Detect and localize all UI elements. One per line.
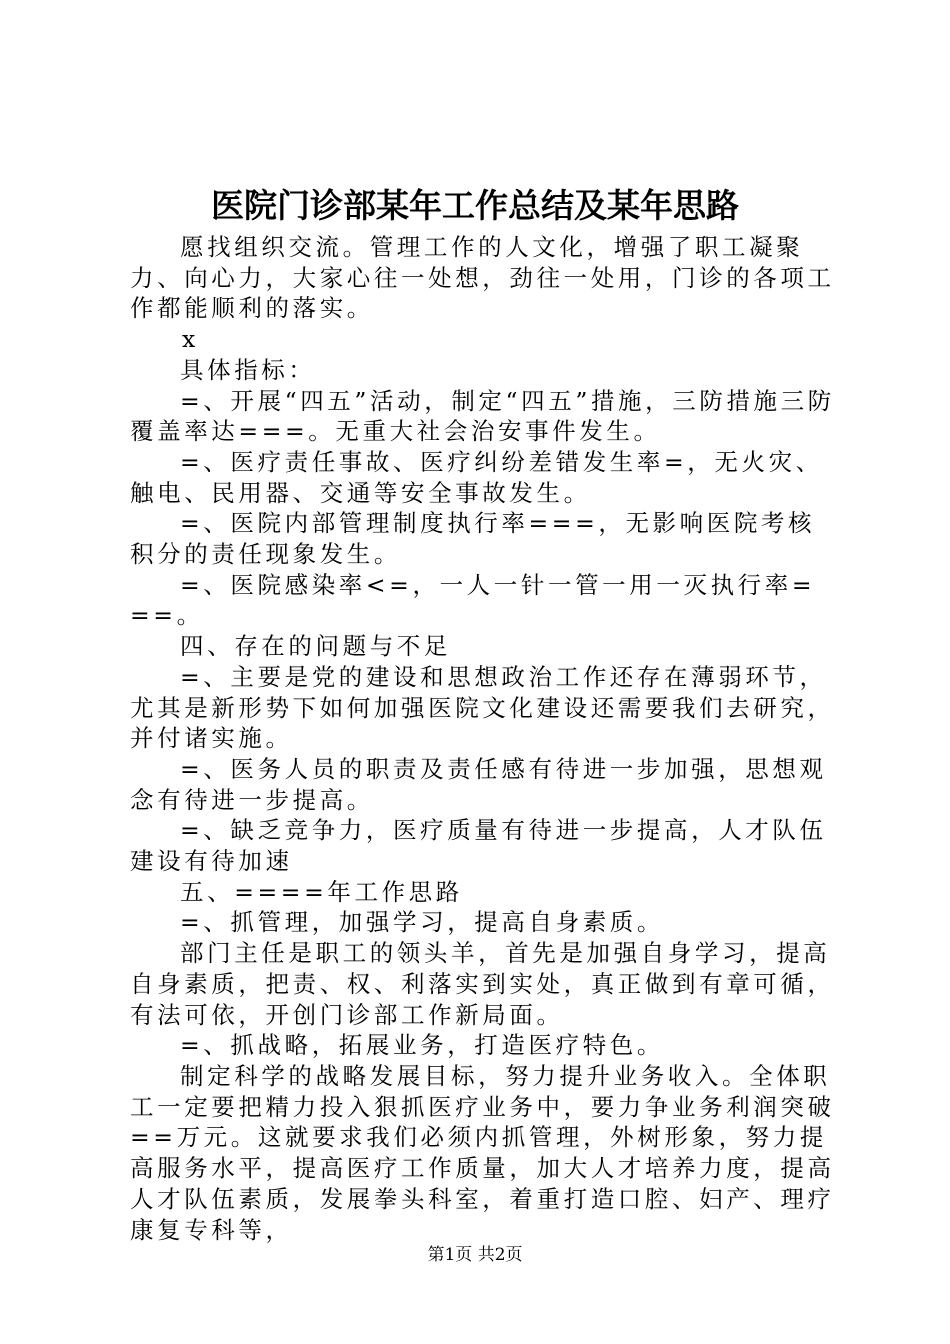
- section-heading: 四、存在的问题与不足: [180, 632, 451, 661]
- paragraph: 愿找组织交流。管理工作的人文化，增强了职工凝聚力、向心力，大家心往一处想，劲往一处用，门诊的各项工作都能顺利的落实。: [130, 233, 835, 323]
- paragraph: 部门主任是职工的领头羊，首先是加强自身学习，提高自身素质，把责、权、利落实到实处，真正做到有章可循，有法可依，开创门诊部工作新局面。: [130, 939, 835, 1029]
- paragraph: =、医院感染率<=，一人一针一管一用一灭执行率===。: [130, 570, 816, 630]
- paragraph: =、开展“四五”活动，制定“四五”措施，三防措施三防覆盖率达===。无重大社会治安事件发生。: [130, 386, 835, 446]
- paragraph: =、抓管理，加强学习，提高自身素质。: [180, 908, 664, 937]
- paragraph: 具体指标：: [180, 355, 316, 384]
- paragraph: =、医院内部管理制度执行率===，无影响医院考核积分的责任现象发生。: [130, 509, 816, 569]
- paragraph: =、缺乏竞争力，医疗质量有待进一步提高，人才队伍建设有待加速: [130, 816, 827, 876]
- section-heading: 五、====年工作思路: [180, 877, 463, 906]
- paragraph: =、医疗责任事故、医疗纠纷差错发生率=，无火灾、触电、民用器、交通等安全事故发生。: [130, 447, 823, 507]
- paragraph: =、抓战略，拓展业务，打造医疗特色。: [180, 1031, 664, 1060]
- paragraph: 制定科学的战略发展目标，努力提升业务收入。全体职工一定要把精力投入狠抓医疗业务中，要力争业务利润突破==万元。这就要求我们必须内抓管理，外树形象，努力提高服务水平，提高医疗工作质量，加大人才培养力度，提高人才队伍素质，发展拳头科室，着重打造口腔、妇产、理疗康复专科等，: [130, 1061, 835, 1244]
- paragraph: =、医务人员的职责及责任感有待进一步加强，思想观念有待进一步提高。: [130, 754, 827, 814]
- page-footer: 第1页 共2页: [427, 1245, 523, 1265]
- paragraph: x: [182, 325, 199, 354]
- document-body: [130, 232, 835, 1245]
- document-title: 医院门诊部某年工作总结及某年思路: [211, 186, 739, 225]
- paragraph: =、主要是党的建设和思想政治工作还存在薄弱环节，尤其是新形势下如何加强医院文化建设还需要我们去研究，并付诸实施。: [130, 662, 835, 753]
